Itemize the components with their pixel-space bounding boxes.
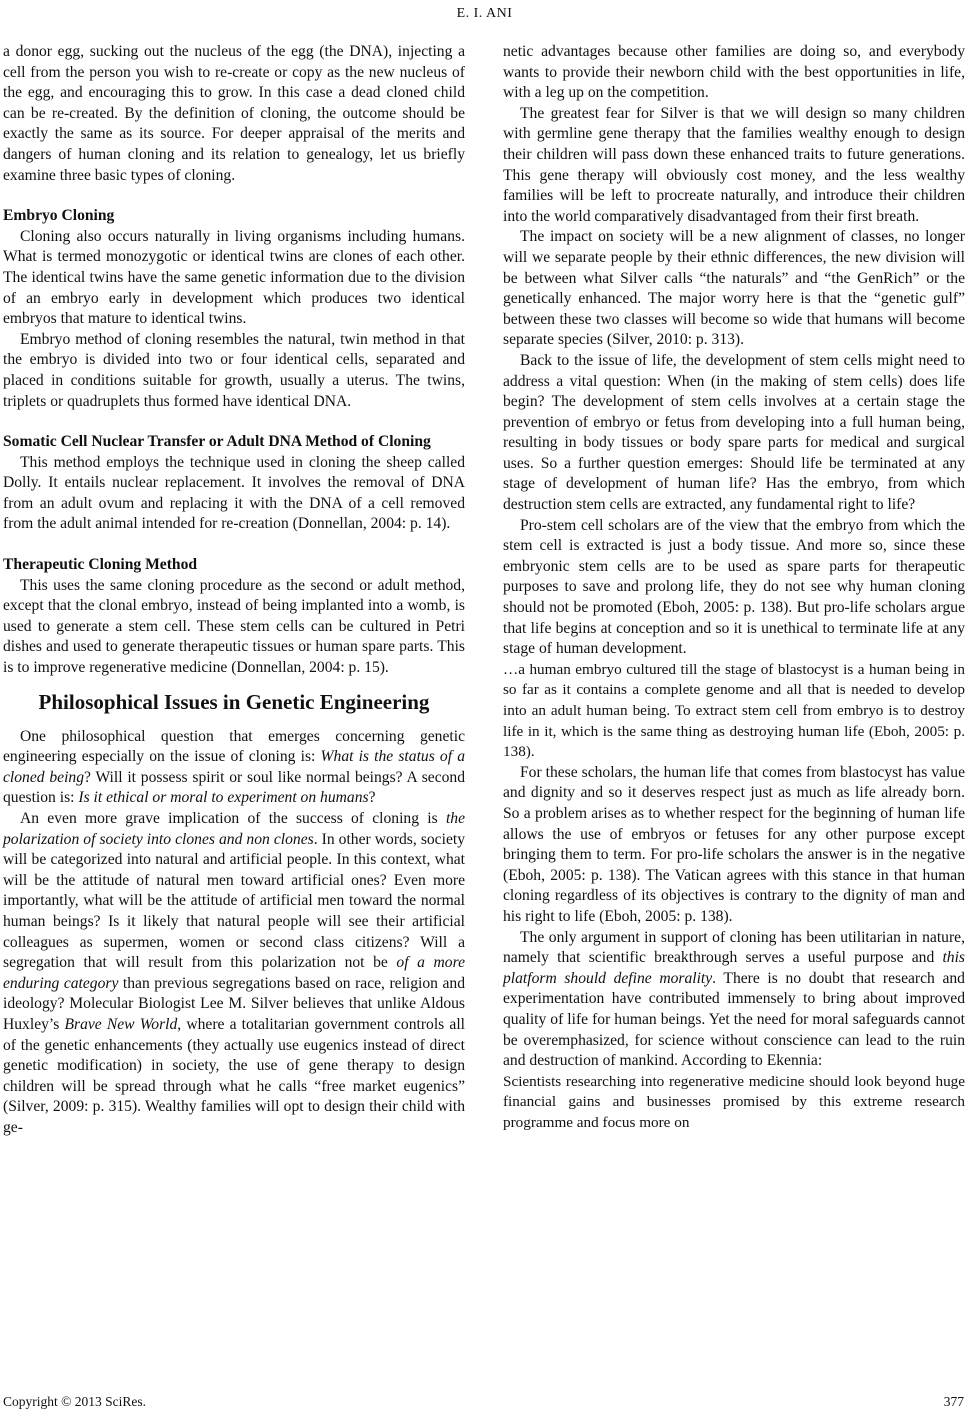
section-title-philosophical-issues: Philosophical Issues in Genetic Engineering [38,689,430,714]
section-heading-embryo-cloning: Embryo Cloning [3,207,115,225]
paragraph: The only argument in support of cloning has been utilitarian in nature, namely that scientific breakthrough serves a useful purpose and this platform should define morality. There is no doubt that research and experimentation have contributed immensely to bring about improved quality of life for human beings. Yet the need for moral safeguards cannot be overemphasized, for science without conscience can lead to the ruin and destruction of mankind. According to Ekennia: [503,928,965,1070]
paragraph: For these scholars, the human life that comes from blastocyst has value and dignity and so it deserves respect just as much as life already born. So a problem arises as to whether respect for the beginning of human life allows the use of embryos or fetuses for any other purpose except bringing them to term. For pro-life scholars the answer is in the negative (Eboh, 2005: p. 138). The Vatican agrees with this stance in that human cloning regardless of its objectives is contrary to the dignity of man and his right to life (Eboh, 2005: p. 138). [503,763,965,925]
paragraph: This method employs the technique used in cloning the sheep called Dolly. It entails nuclear replacement. It involves the removal of DNA from an adult ovum and replacing it with the DNA of a cell removed from the adult animal intended for re-creation (Donnellan, 2004: p. 14). [3,453,465,533]
paragraph: Cloning also occurs naturally in living organisms including humans. What is termed monozygotic or identical twins are clones of each other. The identical twins have the same genetic information due to the division of an embryo early in development which produces two identical embryos that mature to identical twins. [3,227,465,328]
paragraph: Pro-stem cell scholars are of the view that the embryo from which the stem cell is extracted is just a body tissue. And more so, since these embryonic stem cells are to be used as spare parts for therapeutic purposes to save and prolong life, they do not see why human cloning should not be promoted (Eboh, 2005: p. 138). But pro-life scholars argue that life begins at conception and so it is unethical to terminate life at any stage of human development. [503,516,965,658]
paragraph: netic advantages because other families are doing so, and everybody wants to provide their newborn child with the best opportunities in life, with a leg up on the competition. [503,43,965,102]
section-heading-somatic-cell: Somatic Cell Nuclear Transfer or Adult DNA Method of Cloning [3,433,431,451]
paragraph: a donor egg, sucking out the nucleus of the egg (the DNA), injecting a cell from the person you wish to re-create or copy as the new nucleus of the egg, and encouraging this to grow. In this case a dead cloned child can be re-created. By the definition of cloning, the outcome should be exactly the same as its source. For deeper appraisal of the merits and dangers of human cloning and its relation to genealogy, let us briefly examine three basic types of cloning. [3,43,465,184]
section-heading-therapeutic-cloning: Therapeutic Cloning Method [3,556,198,574]
paragraph: An even more grave implication of the success of cloning is the polarization of society into clones and non clones. In other words, society will be categorized into natural and artificial people. In this context, what will be the attitude of natural men toward artificial ones? Even more importantly, what will be the attitude of artificial men toward the normal human beings? Is it likely that natural people will see their artificial colleagues as supermen, women or second class citizens? Will a segregation that will result from this polarization not be of a more enduring category than previous segregations based on race, religion and ideology? Molecular Biologist Lee M. Silver believes that unlike Aldous Huxley’s Brave New World, where a totalitarian government controls all of the genetic enhancements (they actually use eugenics instead of direct genetic modification) in society, the use of gene therapy to design children will be spread through what he calls “free market eugenics” (Silver, 2009: p. 315). Wealthy families will opt to design their child with ge- [3,810,466,1136]
left-column [3,42,465,1139]
paragraph: The impact on society will be a new alignment of classes, no longer will we separate people by their ethnic differences, the new division will be between what Silver calls “the naturals” and “the GenRich” or the genetically enhanced. The major worry here is that the “genetic gulf” between these two classes will become so wide that humans will become separate species (Silver, 2010: p. 313). [503,228,965,349]
page-number: 377 [943,1394,964,1409]
paragraph: One philosophical question that emerges concerning genetic engineering especially on the issue of cloning is: What is the status of a cloned being? Will it possess spirit or soul like normal beings? A second question is: Is it ethical or moral to experiment on humans? [3,727,466,807]
footer-copyright: Copyright © 2013 SciRes. [3,1394,147,1409]
paragraph: Back to the issue of life, the development of stem cells might need to address a vital question: When (in the making of stem cells) does life begin? The development of stem cells involves at a certain stage the prevention of embryo or fetus from developing into a full human being, resulting in body tissues or body spare parts for medical and surgical uses. So a further question emerges: Should life be terminated at any stage of development of human life? Has the embryo, from which destruction stem cells are extracted, any fundamental right to life? [503,351,965,514]
right-column [503,42,965,1133]
block-quote: …a human embryo cultured till the stage of blastocyst is a human being in so far as it contains a complete genome and all that is needed to develop into an adult human being. To extract stem cell from embryo is to destroy life in it, which is the same thing as destroying human life (Eboh, 2005: p. 138). [503,660,965,761]
block-quote: Scientists researching into regenerative medicine should look beyond huge financial gains and businesses promised by this extreme research programme and focus more on [503,1072,965,1131]
paragraph: Embryo method of cloning resembles the natural, twin method in that the embryo is divided into two or four identical cells, separated and placed in conditions suitable for growth, usually a uterus. The twins, triplets or quadruplets thus formed have identical DNA. [3,330,465,410]
paragraph: This uses the same cloning procedure as the second or adult method, except that the clonal embryo, instead of being implanted into a womb, is used to generate a stem cell. These stem cells can be cultured in Petri dishes and used to generate therapeutic tissues or human spare parts. This is to improve regenerative medicine (Donnellan, 2004: p. 15). [3,576,465,677]
running-head: E. I. ANI [456,6,513,21]
paragraph: The greatest fear for Silver is that we will design so many children with germline gene therapy that the families wealthy enough to design their children will pass down these enhanced traits to future generations. This gene therapy will obviously cost money, and the less wealthy families will be left to procreate naturally, and introduce their children into the world comparatively disadvantaged from their first breath. [503,104,965,225]
